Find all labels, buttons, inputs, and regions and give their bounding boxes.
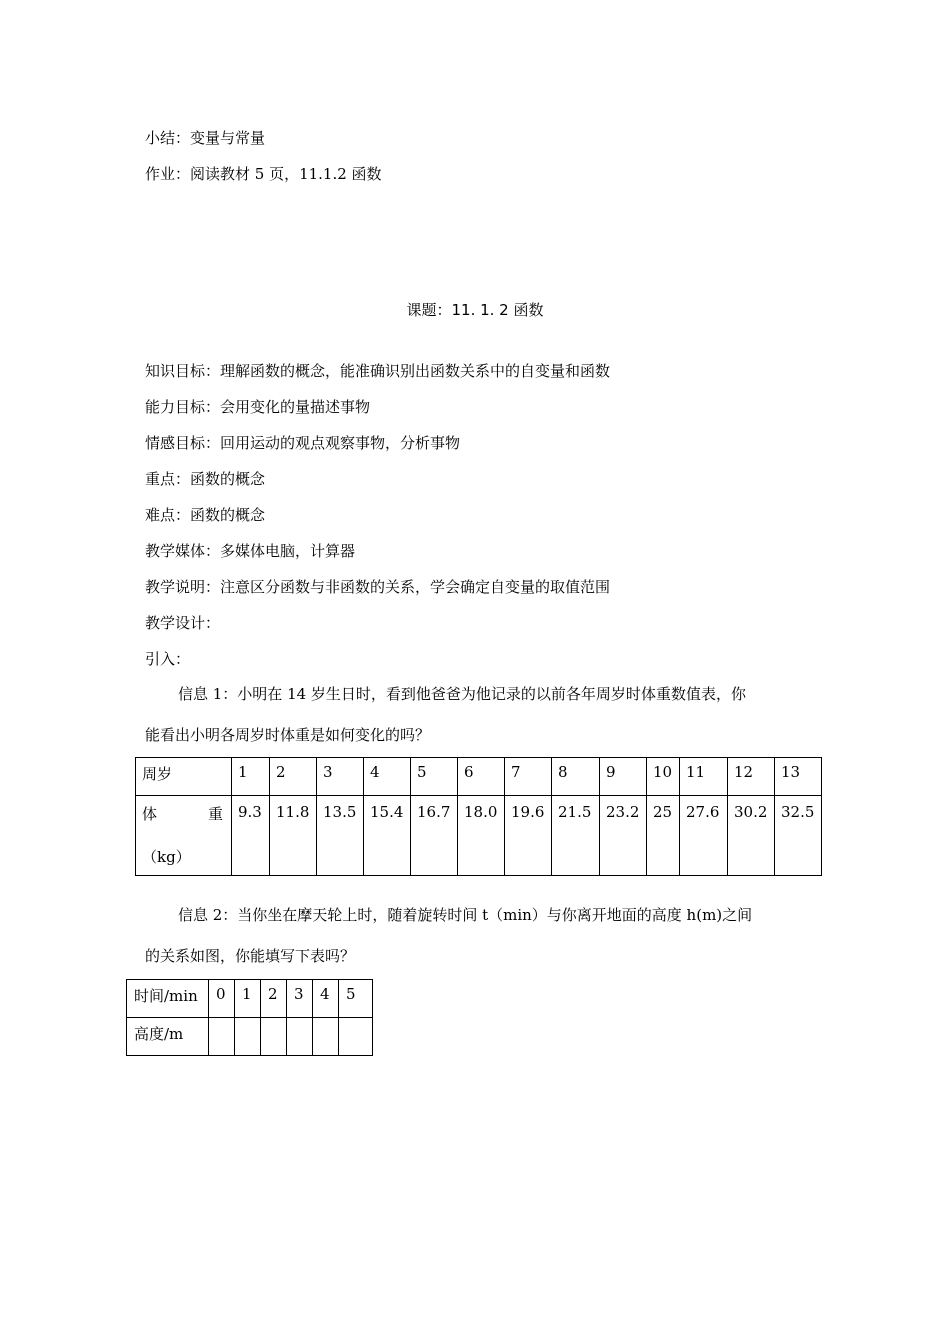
age-cell: 11 xyxy=(680,758,728,796)
lesson-title: 课题：11. 1. 2 函数 xyxy=(406,301,544,319)
design-label: 教学设计： xyxy=(145,614,221,632)
height-cell[interactable] xyxy=(209,1018,235,1056)
weight-cell: 11.8 xyxy=(270,796,317,876)
age-cell: 2 xyxy=(270,758,317,796)
difficulty: 难点：函数的概念 xyxy=(145,506,266,524)
age-cell: 12 xyxy=(728,758,775,796)
height-cell[interactable] xyxy=(313,1018,339,1056)
teaching-note: 教学说明：注意区分函数与非函数的关系，学会确定自变量的取值范围 xyxy=(145,578,611,596)
weight-header-char: 重 xyxy=(207,805,223,823)
height-cell[interactable] xyxy=(339,1018,373,1056)
age-header: 周岁 xyxy=(136,758,232,796)
age-cell: 8 xyxy=(552,758,600,796)
time-cell: 0 xyxy=(209,980,235,1018)
info2-line1: 信息 2：当你坐在摩天轮上时，随着旋转时间 t（min）与你离开地面的高度 h(m)之间 xyxy=(178,906,753,924)
age-cell: 7 xyxy=(505,758,552,796)
emotion-goal: 情感目标：回用运动的观点观察事物，分析事物 xyxy=(145,434,461,452)
weight-header-unit: （kg） xyxy=(142,848,191,866)
age-cell: 4 xyxy=(364,758,411,796)
weight-cell: 15.4 xyxy=(364,796,411,876)
age-cell: 5 xyxy=(411,758,458,796)
age-cell: 10 xyxy=(647,758,680,796)
height-row xyxy=(127,1018,373,1056)
time-cell: 2 xyxy=(261,980,287,1018)
weight-cell: 19.6 xyxy=(505,796,552,876)
height-table xyxy=(126,979,373,1056)
time-cell: 3 xyxy=(287,980,313,1018)
height-header: 高度/m xyxy=(127,1018,209,1056)
time-cell: 4 xyxy=(313,980,339,1018)
weight-cell: 25 xyxy=(647,796,680,876)
key-point: 重点：函数的概念 xyxy=(145,470,266,488)
weight-cell: 21.5 xyxy=(552,796,600,876)
weight-cell: 9.3 xyxy=(232,796,270,876)
age-cell: 13 xyxy=(775,758,822,796)
age-cell: 9 xyxy=(600,758,647,796)
weight-cell: 16.7 xyxy=(411,796,458,876)
intro-label: 引入： xyxy=(145,650,191,668)
time-cell: 1 xyxy=(235,980,261,1018)
weight-cell: 30.2 xyxy=(728,796,775,876)
time-header: 时间/min xyxy=(127,980,209,1018)
weight-cell: 18.0 xyxy=(458,796,505,876)
weight-table xyxy=(135,757,822,876)
height-cell[interactable] xyxy=(287,1018,313,1056)
weight-cell: 23.2 xyxy=(600,796,647,876)
weight-cell: 13.5 xyxy=(317,796,364,876)
teaching-media: 教学媒体：多媒体电脑，计算器 xyxy=(145,542,356,560)
info2-line2: 的关系如图，你能填写下表吗？ xyxy=(145,947,356,965)
age-cell: 3 xyxy=(317,758,364,796)
ability-goal: 能力目标：会用变化的量描述事物 xyxy=(145,398,371,416)
weight-row xyxy=(136,796,822,876)
age-cell: 6 xyxy=(458,758,505,796)
homework-line: 作业：阅读教材 5 页，11.1.2 函数 xyxy=(145,165,382,183)
time-row xyxy=(127,980,373,1018)
time-cell: 5 xyxy=(339,980,373,1018)
info1-line2: 能看出小明各周岁时体重是如何变化的吗？ xyxy=(145,726,431,744)
weight-header xyxy=(136,796,232,876)
knowledge-goal: 知识目标：理解函数的概念，能准确识别出函数关系中的自变量和函数 xyxy=(145,362,611,380)
info1-line1: 信息 1：小明在 14 岁生日时，看到他爸爸为他记录的以前各年周岁时体重数值表，你 xyxy=(178,685,746,703)
age-row xyxy=(136,758,822,796)
height-cell[interactable] xyxy=(261,1018,287,1056)
height-cell[interactable] xyxy=(235,1018,261,1056)
weight-header-char: 体 xyxy=(142,805,158,823)
weight-cell: 27.6 xyxy=(680,796,728,876)
summary-line: 小结：变量与常量 xyxy=(145,129,266,147)
age-cell: 1 xyxy=(232,758,270,796)
weight-cell: 32.5 xyxy=(775,796,822,876)
